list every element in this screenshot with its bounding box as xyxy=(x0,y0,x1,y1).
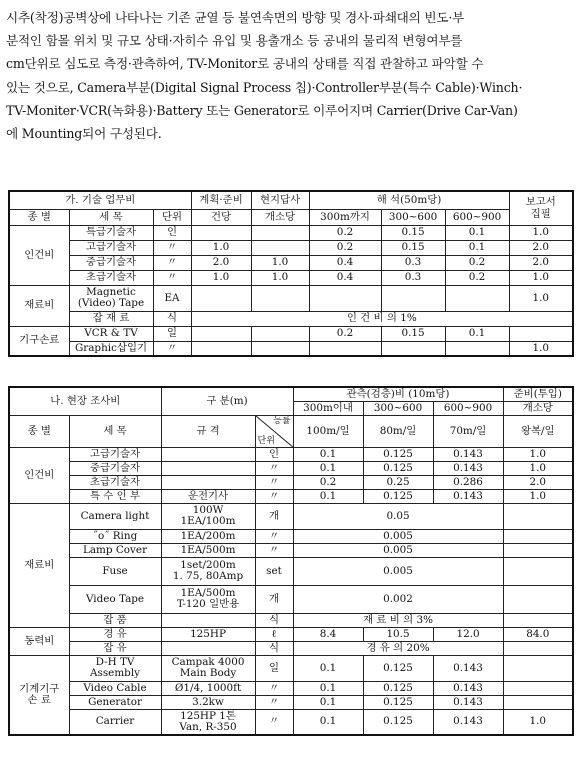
table-cell: 0.125 xyxy=(363,709,433,735)
table-cell: 0.125 xyxy=(363,655,433,681)
table-cell: 0.005 xyxy=(293,557,503,585)
paragraph-line: 분적인 함몰 위치 및 규모 상태·자히수 유입 및 용출개소 등 공내의 물리적 변형여부를 xyxy=(6,33,463,49)
paragraph-line: 시추(착정)공벽상에 나타나는 기존 균열 등 불연속면의 방향 및 경사·파쇄대의 빈도·부 xyxy=(6,10,465,25)
table1-col-300: 300m까지 xyxy=(309,209,381,225)
table-cell: 일 xyxy=(255,655,293,681)
table-cell: 0.2 xyxy=(445,270,509,285)
table-cell: 잡 재 료 xyxy=(69,311,153,326)
table-cell: 1.0 xyxy=(509,285,573,311)
table-cell: 특급기술자 xyxy=(69,225,153,240)
table-cell: 0.2 xyxy=(445,255,509,270)
table-cell: 초급기술자 xyxy=(69,270,153,285)
table2-col-600: 300~600 xyxy=(363,401,433,415)
group-line: 손 료 xyxy=(27,693,51,706)
paragraph-line: cm단위로 심도로 측정·관측하여, TV-Monitor로 공내의 상태를 직접 관찰하고 파악할 수 xyxy=(6,56,484,72)
table-cell: 1EA/200m xyxy=(161,529,255,543)
table-cell xyxy=(69,655,161,681)
table-cell: 2.0 xyxy=(509,240,573,255)
table-cell: 1EA/500m xyxy=(161,543,255,557)
table-cell: 〃 xyxy=(255,709,293,735)
table-cell: ˝o˝ Ring xyxy=(69,529,161,543)
spec-line: Main Body xyxy=(179,667,237,679)
table1-group-material: 재료비 xyxy=(9,285,69,326)
table2-rate-300: 100m/일 xyxy=(293,415,363,447)
table-cell: 0.1 xyxy=(445,326,509,341)
table-cell: 0.15 xyxy=(381,225,445,240)
table-cell: 1.0 xyxy=(503,709,573,735)
table-cell: 〃 xyxy=(153,255,191,270)
table-cell: 0.005 xyxy=(293,529,503,543)
table-cell: 0.125 xyxy=(363,461,433,475)
table-cell: 0.1 xyxy=(293,709,363,735)
table-cell: set xyxy=(255,557,293,585)
table-cell xyxy=(161,461,255,475)
table-cell: 〃 xyxy=(255,529,293,543)
table-cell xyxy=(251,240,309,255)
table-cell: 〃 xyxy=(153,240,191,255)
table-cell: 0.143 xyxy=(433,709,503,735)
table-cell: 12.0 xyxy=(433,627,503,641)
table-cell: 인 xyxy=(153,225,191,240)
table-cell: 0.143 xyxy=(433,489,503,503)
table2-title: 나. 현장 조사비 xyxy=(9,387,161,415)
table-cell: 0.1 xyxy=(293,695,363,709)
table2-diagonal-header xyxy=(255,415,293,447)
table-cell: 1.0 xyxy=(509,341,573,356)
table-cell: 1.0 xyxy=(509,225,573,240)
table-cell: 〃 xyxy=(153,270,191,285)
spec-line: 1set/200m xyxy=(180,559,236,571)
table2-group-equipment xyxy=(9,655,69,735)
table-cell xyxy=(161,557,255,585)
table-cell: 1.0 xyxy=(251,255,309,270)
table-cell: 0.1 xyxy=(293,489,363,503)
item-line: Assembly xyxy=(90,667,141,679)
table-cell: 0.2 xyxy=(309,326,381,341)
table-cell: 중급기술자 xyxy=(69,461,161,475)
table-cell: Video Tape xyxy=(69,585,161,613)
table-cell: 8.4 xyxy=(293,627,363,641)
table-cell: 0.005 xyxy=(293,543,503,557)
table-cell: 0.1 xyxy=(293,655,363,681)
table-cell: 〃 xyxy=(255,475,293,489)
table-cell: 10.5 xyxy=(363,627,433,641)
table-cell: 잡 유 xyxy=(69,641,161,655)
spec-line: 1EA/100m xyxy=(180,515,236,527)
spec-line: 100W xyxy=(192,504,224,516)
spec-line: 125HP 1톤 xyxy=(180,709,236,722)
paragraph-line: 에 Mounting되어 구성된다. xyxy=(6,126,162,142)
table-cell: 1.0 xyxy=(251,270,309,285)
table-cell: 개 xyxy=(255,503,293,529)
table2-spec-col-header: 규 격 xyxy=(161,415,255,447)
table-cell: 0.4 xyxy=(309,255,381,270)
spec-line: T-120 일반용 xyxy=(176,598,240,610)
spec-line: Van, R-350 xyxy=(179,720,237,733)
table-cell: EA xyxy=(153,285,191,311)
table-cell: 0.15 xyxy=(381,326,445,341)
table-cell: 2.0 xyxy=(503,475,573,489)
table-cell: 1.0 xyxy=(503,489,573,503)
table-cell xyxy=(161,503,255,529)
table2-category-header: 종 별 xyxy=(9,415,69,447)
table-cell: Video Cable xyxy=(69,681,161,695)
table-cell: 0.143 xyxy=(433,447,503,461)
table-cell: 잡 품 xyxy=(69,613,161,627)
table-cell xyxy=(251,225,309,240)
table-cell: Fuse xyxy=(69,557,161,585)
description-paragraph xyxy=(6,6,574,145)
table-cell: 고급기술자 xyxy=(69,447,161,461)
table-cell: 특 수 인 부 xyxy=(69,489,161,503)
field-survey-cost-table xyxy=(8,386,574,736)
table2-item-header: 세 목 xyxy=(69,415,161,447)
table-cell: 식 xyxy=(255,613,293,627)
table2-group-labor: 인건비 xyxy=(9,447,69,503)
table2-group-power: 동력비 xyxy=(9,627,69,655)
table-cell xyxy=(509,326,573,341)
table2-rate-900: 70m/일 xyxy=(433,415,503,447)
table-cell xyxy=(503,695,573,709)
table-cell: VCR & TV xyxy=(69,326,153,341)
paragraph-line: 있는 것으로, Camera부분(Digital Signal Process 칩)·Controller부분(특수 Cable)·Winch· xyxy=(6,79,523,95)
group-line: 기계기구 xyxy=(19,682,60,695)
tape-line: Magnetic xyxy=(86,286,136,298)
table-cell: 0.125 xyxy=(363,489,433,503)
table-cell: 0.15 xyxy=(381,240,445,255)
efficiency-label: 능률 xyxy=(273,415,291,426)
table-cell: ℓ xyxy=(255,627,293,641)
table-cell: 인 xyxy=(255,447,293,461)
unit-label: 단위 xyxy=(257,435,275,446)
table-cell: 인 건 비 의 1% xyxy=(191,311,573,326)
table-cell: 0.2 xyxy=(293,475,363,489)
table-cell: 1.0 xyxy=(191,240,251,255)
table2-col-900: 600~900 xyxy=(433,401,503,415)
table1-col-600: 300~600 xyxy=(381,209,445,225)
table-cell: Lamp Cover xyxy=(69,543,161,557)
table1-plan-unit: 건당 xyxy=(191,209,251,225)
table2-prep-unit: 개소당 xyxy=(503,401,573,415)
table-cell: 0.4 xyxy=(309,270,381,285)
table-cell: 0.05 xyxy=(293,503,503,529)
table1-unit-header: 단위 xyxy=(153,209,191,225)
report-header-line: 집필 xyxy=(530,208,551,221)
table1-field-header: 현지답사 xyxy=(251,191,309,209)
table-cell xyxy=(503,681,573,695)
table-cell: 0.143 xyxy=(433,461,503,475)
table1-group-equipment: 기구손료 xyxy=(9,326,69,356)
table-cell: 0.1 xyxy=(293,461,363,475)
table-cell: 0.1 xyxy=(445,240,509,255)
table-cell: 0.125 xyxy=(363,695,433,709)
table-cell: 경 유 xyxy=(69,627,161,641)
table-cell: Camera light xyxy=(69,503,161,529)
table1-category-header: 종 별 xyxy=(9,209,69,225)
table-cell: 0.2 xyxy=(309,240,381,255)
table-cell: 2.0 xyxy=(191,255,251,270)
table-cell: 고급기술자 xyxy=(69,240,153,255)
table-cell: 식 xyxy=(153,311,191,326)
table2-rate-600: 80m/일 xyxy=(363,415,433,447)
table-cell xyxy=(161,655,255,681)
table-cell xyxy=(161,585,255,613)
table1-col-900: 600~900 xyxy=(445,209,509,225)
table-cell: Graphic삽입기 xyxy=(69,341,153,356)
table-cell xyxy=(161,641,255,655)
table1-title: 가. 기술 업무비 xyxy=(9,191,191,209)
tape-line: (Video) Tape xyxy=(77,297,145,309)
table2-group-material: 재료비 xyxy=(9,503,69,627)
table-cell: 0.286 xyxy=(433,475,503,489)
table-cell: 1.0 xyxy=(509,270,573,285)
table-cell xyxy=(161,475,255,489)
table1-item-header: 세 목 xyxy=(69,209,153,225)
table-cell: 0.143 xyxy=(433,655,503,681)
table1-group-labor: 인건비 xyxy=(9,225,69,285)
table-cell: 〃 xyxy=(255,543,293,557)
table-cell: 초급기술자 xyxy=(69,475,161,489)
table-cell: 〃 xyxy=(255,681,293,695)
table-cell: 0.1 xyxy=(293,447,363,461)
table-cell: 일 xyxy=(153,326,191,341)
report-header-line: 보고서 xyxy=(525,196,556,209)
table-cell: 125HP xyxy=(161,627,255,641)
table-cell xyxy=(161,709,255,735)
table2-prep-rate: 왕복/일 xyxy=(503,415,573,447)
table-cell xyxy=(191,225,251,240)
table-cell xyxy=(161,613,255,627)
table-cell: 1.0 xyxy=(191,270,251,285)
table-cell: 1.0 xyxy=(503,447,573,461)
table-cell: 0.3 xyxy=(381,270,445,285)
table-cell: 〃 xyxy=(255,489,293,503)
table1-report-header xyxy=(509,191,573,225)
table-cell: Ø1/4, 1000ft xyxy=(161,681,255,695)
table-cell: 0.2 xyxy=(309,225,381,240)
table-cell: 〃 xyxy=(153,341,191,356)
table2-observe-header: 관측(검층)비 (10m당) xyxy=(293,387,503,401)
table-cell: 식 xyxy=(255,641,293,655)
table-cell: 0.125 xyxy=(363,681,433,695)
item-line: D-H TV xyxy=(95,656,135,668)
table-cell: 〃 xyxy=(255,461,293,475)
table-cell: 운전기사 xyxy=(161,489,255,503)
table-cell: 0.3 xyxy=(381,255,445,270)
table-cell: 1.0 xyxy=(503,461,573,475)
paragraph-line: TV-Moniter·VCR(녹화용)·Battery 또는 Generator로 이루어지며 Carrier(Drive Car-Van) xyxy=(6,102,518,118)
table1-analysis-header: 해 석(50m당) xyxy=(309,191,509,209)
table-cell: 0.002 xyxy=(293,585,503,613)
table-cell xyxy=(503,655,573,681)
table-cell: 0.1 xyxy=(293,681,363,695)
technical-work-cost-table xyxy=(8,190,574,357)
table-cell xyxy=(161,447,255,461)
table-cell: 중급기술자 xyxy=(69,255,153,270)
table2-spec-header: 구 분(m) xyxy=(161,387,293,415)
table-cell: Carrier xyxy=(69,709,161,735)
table-cell: 0.25 xyxy=(363,475,433,489)
table2-col-300: 300m이내 xyxy=(293,401,363,415)
table-cell: Generator xyxy=(69,695,161,709)
table-cell: 84.0 xyxy=(503,627,573,641)
table-cell: 0.125 xyxy=(363,447,433,461)
table-cell: 재 료 비 의 3% xyxy=(293,613,503,627)
table1-field-unit: 개소당 xyxy=(251,209,309,225)
table-cell: 2.0 xyxy=(509,255,573,270)
spec-line: 1. 75, 80Amp xyxy=(172,570,244,582)
table-cell xyxy=(69,285,153,311)
table-cell: 개 xyxy=(255,585,293,613)
spec-line: 1EA/500m xyxy=(180,587,236,599)
spec-line: Campak 4000 xyxy=(171,656,245,668)
table-cell: 0.143 xyxy=(433,695,503,709)
table-cell: 3.2kw xyxy=(161,695,255,709)
table-cell: 경 유 의 20% xyxy=(293,641,503,655)
table-cell: 〃 xyxy=(255,695,293,709)
table2-prep-header: 준비(투입) xyxy=(503,387,573,401)
table-cell: 0.143 xyxy=(433,681,503,695)
table1-plan-header: 계획·준비 xyxy=(191,191,251,209)
table-cell: 0.1 xyxy=(445,225,509,240)
